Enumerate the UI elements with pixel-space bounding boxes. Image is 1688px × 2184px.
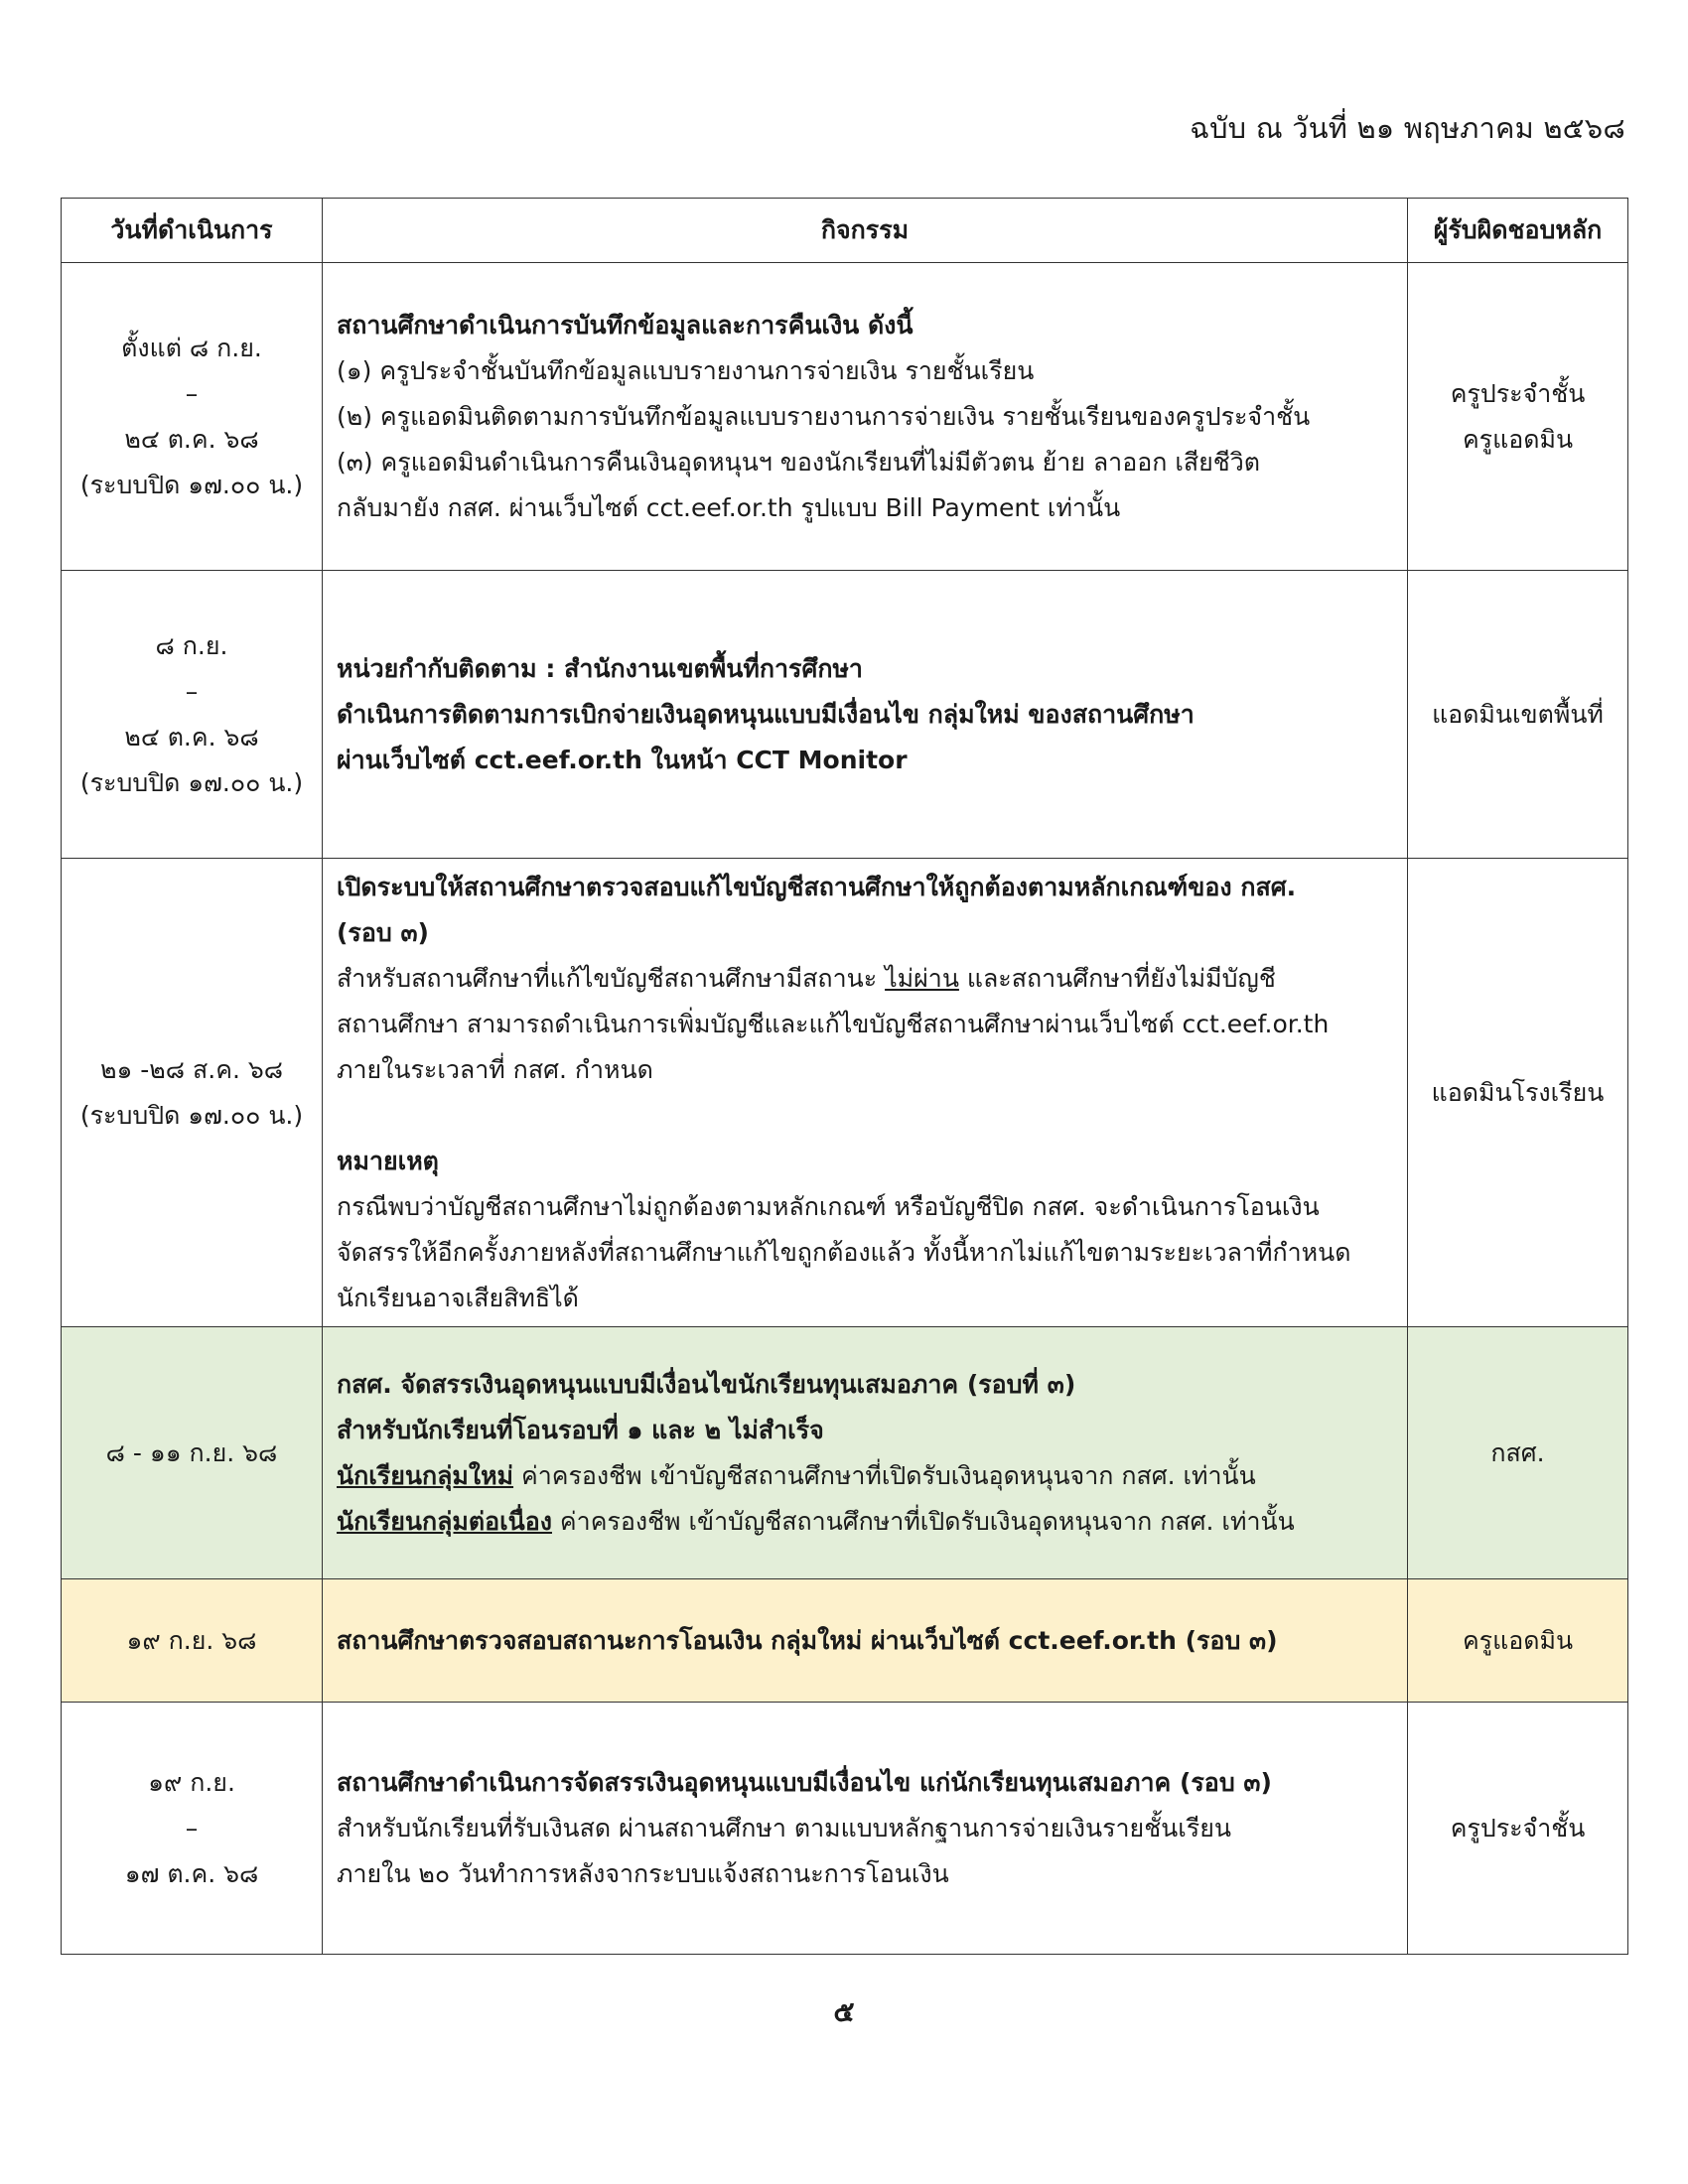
owner-line: กสศ. — [1490, 1437, 1545, 1467]
activity-line: สถานศึกษา สามารถดำเนินการเพิ่มบัญชีและแก้ไขบัญชีสถานศึกษาผ่านเว็บไซต์ cct.eef.or.th — [337, 1009, 1330, 1038]
note-line: จัดสรรให้อีกครั้งภายหลังที่สถานศึกษาแก้ไขถูกต้องแล้ว ทั้งนี้หากไม่แก้ไขตามระยะเวลาที่กำหนด — [337, 1237, 1351, 1267]
activity-line — [337, 1453, 1393, 1499]
owner-line: ครูแอดมิน — [1462, 1625, 1574, 1655]
row-activity — [323, 1703, 1408, 1955]
continuing-group-label: นักเรียนกลุ่มต่อเนื่อง — [337, 1506, 552, 1536]
activity-line: (๑) ครูประจำชั้นบันทึกข้อมูลแบบรายงานการจ่ายเงิน รายชั้นเรียน — [337, 355, 1035, 385]
activity-title: (รอบ ๓) — [337, 917, 429, 947]
row-date — [62, 859, 323, 1327]
note-title: หมายเหตุ — [337, 1146, 439, 1175]
activity-title: สถานศึกษาตรวจสอบสถานะการโอนเงิน กลุ่มใหม่ ผ่านเว็บไซต์ cct.eef.or.th (รอบ ๓) — [337, 1625, 1278, 1655]
activity-text: และสถานศึกษาที่ยังไม่มีบัญชี — [958, 963, 1276, 993]
row-activity — [323, 263, 1408, 571]
date-line: ๘ - ๑๑ ก.ย. ๖๘ — [105, 1437, 278, 1467]
row-owner — [1408, 263, 1628, 571]
date-line: ๑๗ ต.ค. ๖๘ — [124, 1858, 259, 1888]
row-owner — [1408, 1703, 1628, 1955]
row-date — [62, 571, 323, 859]
date-line: ๑๙ ก.ย. — [148, 1767, 235, 1797]
status-not-passed: ไม่ผ่าน — [885, 963, 959, 993]
table-row — [62, 1327, 1628, 1579]
activity-line — [337, 1499, 1393, 1545]
row-date — [62, 1579, 323, 1703]
activity-line: ผ่านเว็บไซต์ cct.eef.or.th ในหน้า CCT Monitor — [337, 745, 908, 774]
note-line: กรณีพบว่าบัญชีสถานศึกษาไม่ถูกต้องตามหลักเกณฑ์ หรือบัญชีปิด กสศ. จะดำเนินการโอนเงิน — [337, 1191, 1320, 1221]
date-line: ๑๙ ก.ย. ๖๘ — [126, 1625, 257, 1655]
date-line: ๒๑ -๒๘ ส.ค. ๖๘ — [99, 1054, 283, 1084]
activity-line: หน่วยกำกับติดตาม : สำนักงานเขตพื้นที่การศึกษา — [337, 653, 863, 683]
document-version-date: ฉบับ ณ วันที่ ๒๑ พฤษภาคม ๒๕๖๘ — [1190, 111, 1625, 145]
header-activity: กิจกรรม — [323, 199, 1408, 263]
table-row — [62, 263, 1628, 571]
row-date — [62, 1703, 323, 1955]
row-date — [62, 1327, 323, 1579]
activity-text: ค่าครองชีพ เข้าบัญชีสถานศึกษาที่เปิดรับเงินอุดหนุนจาก กสศ. เท่านั้น — [551, 1506, 1295, 1536]
table-row — [62, 1579, 1628, 1703]
new-group-label: นักเรียนกลุ่มใหม่ — [337, 1460, 514, 1490]
row-activity — [323, 1327, 1408, 1579]
activity-line: ภายใน ๒๐ วันทำการหลังจากระบบแจ้งสถานะการโอนเงิน — [337, 1858, 949, 1888]
row-activity — [323, 1579, 1408, 1703]
activity-title: สำหรับนักเรียนที่โอนรอบที่ ๑ และ ๒ ไม่สำเร็จ — [337, 1415, 824, 1444]
date-line: ๒๔ ต.ค. ๖๘ — [124, 424, 259, 454]
owner-line: แอดมินโรงเรียน — [1431, 1077, 1605, 1107]
row-owner — [1408, 859, 1628, 1327]
date-line: ๒๔ ต.ค. ๖๘ — [124, 722, 259, 751]
page-number: ๕ — [833, 1995, 855, 2028]
row-activity — [323, 571, 1408, 859]
activity-line: ดำเนินการติดตามการเบิกจ่ายเงินอุดหนุนแบบมีเงื่อนไข กลุ่มใหม่ ของสถานศึกษา — [337, 699, 1195, 729]
date-line: ตั้งแต่ ๘ ก.ย. — [121, 333, 262, 362]
date-line: – — [185, 378, 199, 408]
date-line: – — [185, 1813, 199, 1843]
row-owner — [1408, 571, 1628, 859]
row-date — [62, 263, 323, 571]
activity-title: เปิดระบบให้สถานศึกษาตรวจสอบแก้ไขบัญชีสถานศึกษาให้ถูกต้องตามหลักเกณฑ์ของ กสศ. — [337, 872, 1297, 901]
row-activity — [323, 859, 1408, 1327]
activity-line: (๒) ครูแอดมินติดตามการบันทึกข้อมูลแบบรายงานการจ่ายเงิน รายชั้นเรียนของครูประจำชั้น — [337, 401, 1311, 431]
row-owner — [1408, 1327, 1628, 1579]
activity-line: กลับมายัง กสศ. ผ่านเว็บไซต์ cct.eef.or.th รูปแบบ Bill Payment เท่านั้น — [337, 492, 1121, 522]
header-owner: ผู้รับผิดชอบหลัก — [1408, 199, 1628, 263]
activity-line — [337, 956, 1393, 1002]
owner-line: ครูแอดมิน — [1462, 424, 1574, 454]
activity-title: สถานศึกษาดำเนินการจัดสรรเงินอุดหนุนแบบมีเงื่อนไข แก่นักเรียนทุนเสมอภาค (รอบ ๓) — [337, 1767, 1272, 1797]
date-line: (ระบบปิด ๑๗.๐๐ น.) — [79, 1100, 304, 1130]
note-line: นักเรียนอาจเสียสิทธิได้ — [337, 1283, 579, 1312]
date-line: (ระบบปิด ๑๗.๐๐ น.) — [79, 470, 304, 499]
table-header-row — [62, 199, 1628, 263]
activity-line: สำหรับนักเรียนที่รับเงินสด ผ่านสถานศึกษา ตามแบบหลักฐานการจ่ายเงินรายชั้นเรียน — [337, 1813, 1231, 1843]
owner-line: ครูประจำชั้น — [1450, 378, 1586, 408]
schedule-table — [61, 198, 1628, 1955]
owner-line: แอดมินเขตพื้นที่ — [1432, 699, 1604, 729]
activity-title: สถานศึกษาดำเนินการบันทึกข้อมูลและการคืนเงิน ดังนี้ — [337, 310, 914, 340]
date-line: ๘ ก.ย. — [155, 630, 228, 660]
activity-line: ภายในระเวลาที่ กสศ. กำหนด — [337, 1054, 653, 1084]
activity-line: (๓) ครูแอดมินดำเนินการคืนเงินอุดหนุนฯ ของนักเรียนที่ไม่มีตัวตน ย้าย ลาออก เสียชีวิต — [337, 447, 1261, 477]
activity-title: กสศ. จัดสรรเงินอุดหนุนแบบมีเงื่อนไขนักเรียนทุนเสมอภาค (รอบที่ ๓) — [337, 1369, 1076, 1399]
activity-text: ค่าครองชีพ เข้าบัญชีสถานศึกษาที่เปิดรับเงินอุดหนุนจาก กสศ. เท่านั้น — [513, 1460, 1256, 1490]
spacer — [337, 1093, 1393, 1139]
activity-text: สำหรับสถานศึกษาที่แก้ไขบัญชีสถานศึกษามีสถานะ — [337, 963, 886, 993]
date-line: (ระบบปิด ๑๗.๐๐ น.) — [79, 767, 304, 797]
table-row — [62, 1703, 1628, 1955]
table-row — [62, 571, 1628, 859]
row-owner — [1408, 1579, 1628, 1703]
date-line: – — [185, 676, 199, 706]
table-row — [62, 859, 1628, 1327]
header-date: วันที่ดำเนินการ — [62, 199, 323, 263]
owner-line: ครูประจำชั้น — [1450, 1813, 1586, 1843]
